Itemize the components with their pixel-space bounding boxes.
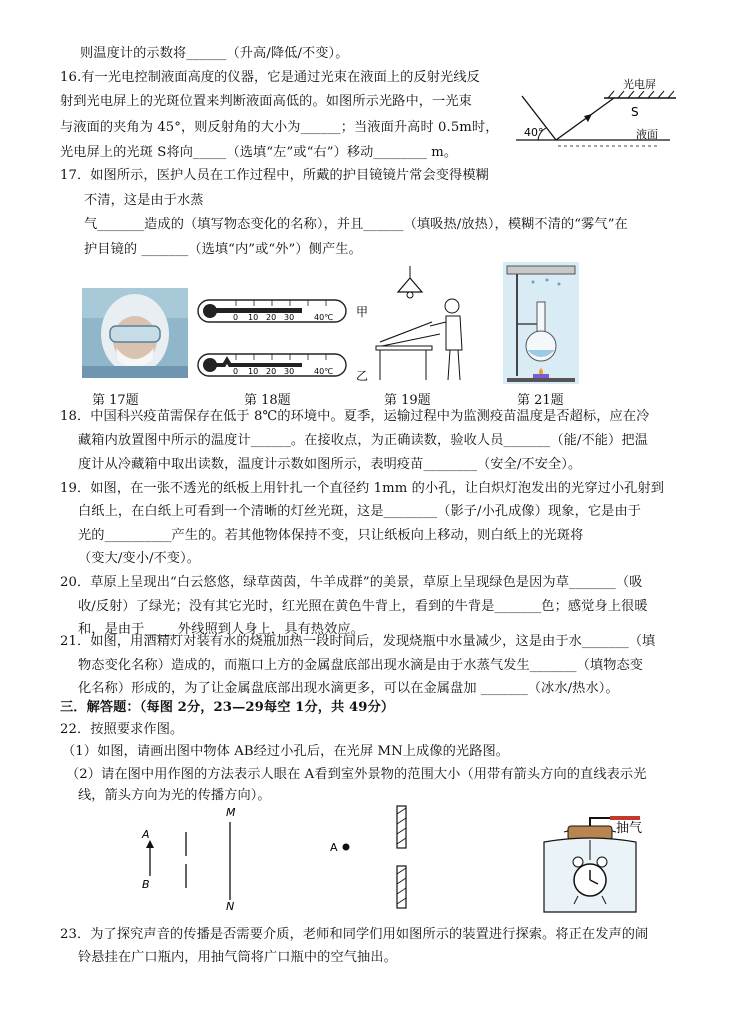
label-m: M bbox=[226, 806, 236, 819]
text-line: 不清，这是由于水蒸 bbox=[84, 193, 204, 208]
label-a: A bbox=[142, 828, 150, 841]
figure-16-light-reflection bbox=[508, 76, 678, 162]
text-line: 护目镜的 _______（选填“内”或“外”）侧产生。 bbox=[84, 242, 362, 257]
svg-text:40℃: 40℃ bbox=[314, 367, 334, 376]
svg-text:0: 0 bbox=[233, 367, 239, 376]
question-18: 18．中国科兴疫苗需保存在低于 8℃的环境中。夏季，运输过程中为监测疫苗温度是否超标，应在冷 bbox=[60, 409, 650, 424]
figure-22-pinhole-ab bbox=[136, 804, 246, 912]
text-line: （1）如图，请画出图中物体 AB经过小孔后，在光屏 MN上成像的光路图。 bbox=[62, 744, 510, 759]
liquid-label: 液面 bbox=[636, 128, 658, 141]
svg-text:20: 20 bbox=[266, 367, 277, 376]
text-line: 与液面的夹角为 45°，则反射角的大小为______；当液面升高时 0.5m时， bbox=[60, 120, 499, 135]
pump-label: 抽气 bbox=[616, 821, 643, 836]
text-line: 藏箱内放置图中所示的温度计______。在接收点，为正确读数，验收人员_______（能/不能）把温 bbox=[78, 433, 648, 448]
figure-23-bell-jar bbox=[524, 816, 664, 916]
figure-17-medical-worker bbox=[82, 288, 188, 378]
spot-label: S bbox=[631, 105, 639, 119]
text-line: 铃悬挂在广口瓶内，用抽气筒将广口瓶中的空气抽出。 bbox=[78, 950, 397, 965]
question-21: 21．如图，用酒精灯对装有水的烧瓶加热一段时间后，发现烧瓶中水量减少，这是由于水_______（填 bbox=[60, 634, 656, 649]
caption-fig18: 第 18题 bbox=[244, 393, 291, 408]
svg-text:30: 30 bbox=[284, 367, 295, 376]
figure-18-thermometers bbox=[196, 290, 368, 388]
figure-21-flask-heating bbox=[503, 262, 579, 384]
angle-label: 40° bbox=[524, 126, 544, 139]
text-line: 气_______造成的（填写物态变化的名称），并且______（填吸热/放热），模糊不清的“雾气”在 bbox=[84, 217, 628, 232]
text-line: 光电屏上的光斑 S将向_____（选填“左”或“右”）移动________ m。 bbox=[60, 145, 458, 160]
text-line: 线，箭头方向为光的传播方向）。 bbox=[78, 788, 271, 803]
caption-fig19: 第 19题 bbox=[384, 393, 431, 408]
text-line: （2）请在图中用作图的方法表示人眼在 A看到室外景物的范围大小（用带有箭头方向的直线表示光 bbox=[66, 767, 647, 782]
screen-label: 光电屏 bbox=[623, 78, 656, 91]
figure-19-pinhole-lamp bbox=[374, 266, 470, 384]
label-n: N bbox=[226, 900, 235, 912]
question-20: 20．草原上呈现出“白云悠悠，绿草茵茵，牛羊成群”的美景，草原上呈现绿色是因为草_______（吸 bbox=[60, 575, 643, 590]
caption-fig21: 第 21题 bbox=[517, 393, 564, 408]
text-line: 则温度计的示数将______（升高/降低/不变）。 bbox=[80, 46, 349, 61]
label-jia: 甲 bbox=[356, 305, 368, 319]
figure-22-window-view bbox=[326, 804, 416, 914]
text-line: 度计从冷藏箱中取出读数，温度计示数如图所示，表明疫苗________（安全/不安全）。 bbox=[78, 457, 582, 472]
text-line: 白纸上，在白纸上可看到一个清晰的灯丝光斑，这是________（影子/小孔成像）现象，它是由于 bbox=[78, 504, 642, 519]
text-line: 光的__________产生的。若其他物体保持不变，只让纸板向上移动，则白纸上的光斑将 bbox=[78, 528, 584, 543]
question-17: 17．如图所示，医护人员在工作过程中，所戴的护目镜镜片常会变得模糊 bbox=[60, 168, 489, 183]
svg-text:0: 0 bbox=[233, 313, 239, 322]
question-19: 19．如图，在一张不透光的纸板上用针扎一个直径约 1mm 的小孔，让白炽灯泡发出的光穿过小孔射到 bbox=[60, 481, 665, 496]
svg-text:10: 10 bbox=[248, 367, 259, 376]
question-16: 16.有一光电控制液面高度的仪器，它是通过光束在液面上的反射光线反 bbox=[60, 70, 480, 85]
text-line: （变大/变小/不变）。 bbox=[78, 551, 201, 566]
svg-text:30: 30 bbox=[284, 313, 295, 322]
label-yi: 乙 bbox=[356, 369, 368, 383]
text-line: 物态变化名称）造成的，而瓶口上方的金属盘底部出现水滴是由于水蒸气发生_______（填物态变 bbox=[78, 658, 644, 673]
svg-text:20: 20 bbox=[266, 313, 277, 322]
svg-text:40℃: 40℃ bbox=[314, 313, 334, 322]
svg-text:10: 10 bbox=[248, 313, 259, 322]
text-line: 和，是由于_____外线照到人身上，具有热效应。 bbox=[78, 622, 364, 637]
text-line: 射到光电屏上的光斑位置来判断液面高低的。如图所示光路中，一光束 bbox=[60, 94, 472, 109]
label-b: B bbox=[142, 878, 150, 891]
text-line: 化名称）形成的，为了让金属盘底部出现水滴更多，可以在金属盘加 _______（冰水/热水）。 bbox=[78, 681, 619, 696]
text-line: 收/反射）了绿光；没有其它光时，红光照在黄色牛背上，看到的牛背是_______色；感觉身上很暖 bbox=[78, 599, 648, 614]
question-23: 23．为了探究声音的传播是否需要介质，老师和同学们用如图所示的装置进行探索。将正在发声的闹 bbox=[60, 927, 649, 942]
question-22: 22．按照要求作图。 bbox=[60, 722, 184, 737]
caption-fig17: 第 17题 bbox=[92, 393, 139, 408]
label-eye-a: A bbox=[330, 841, 338, 854]
section-heading: 三．解答题：（每图 2分，23—29每空 1分，共 49分） bbox=[60, 700, 395, 715]
